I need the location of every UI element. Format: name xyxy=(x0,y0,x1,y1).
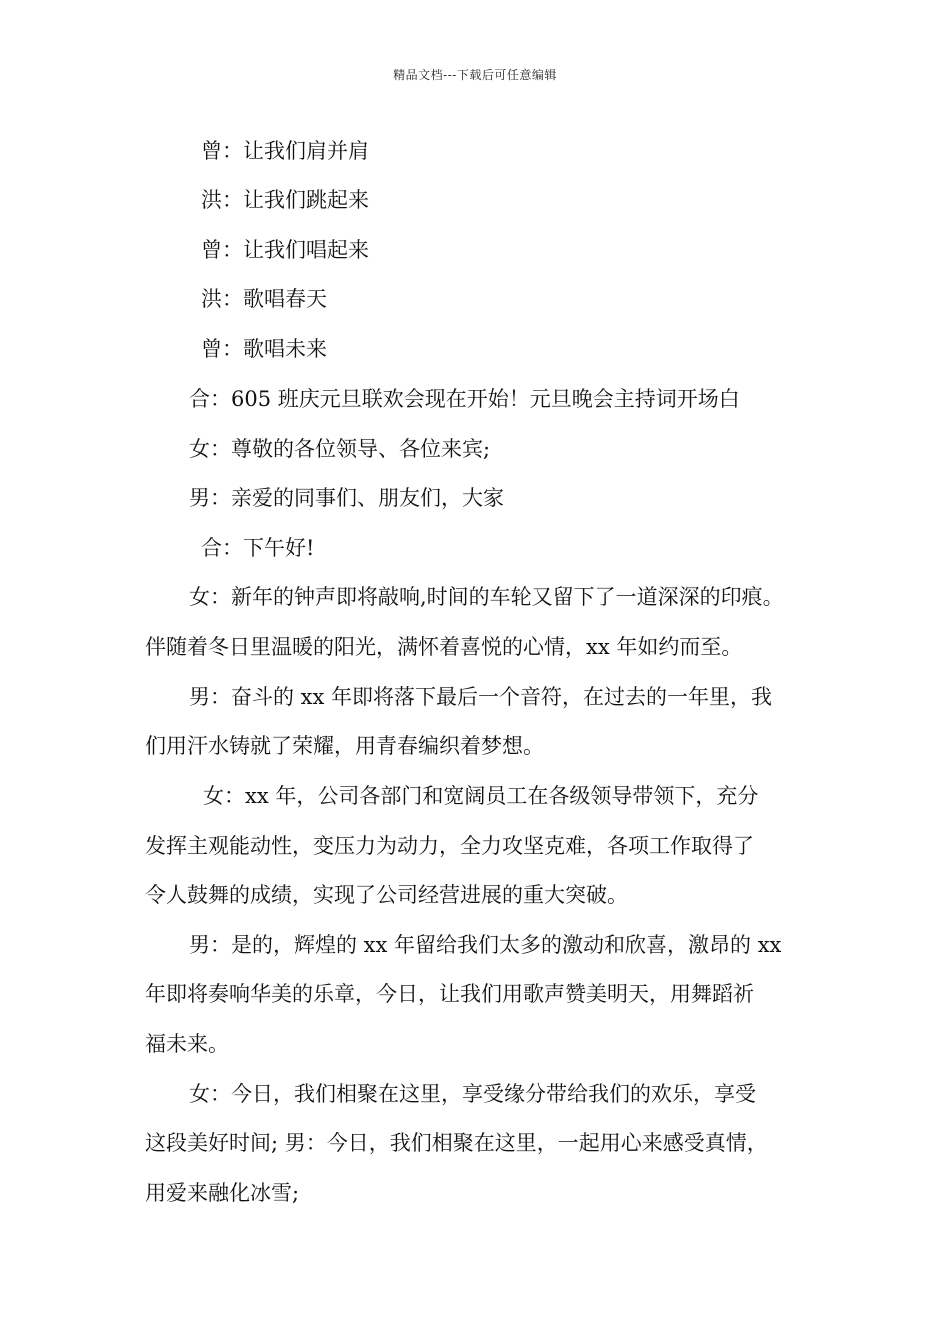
script-line: 合：605 班庆元旦联欢会现在开始！元旦晚会主持词开场白 xyxy=(189,387,740,411)
script-line: 女：尊敬的各位领导、各位来宾; xyxy=(189,437,491,461)
script-line: 男：奋斗的 xx 年即将落下最后一个音符，在过去的一年里，我 xyxy=(189,685,773,709)
script-line: 洪：让我们跳起来 xyxy=(201,188,369,212)
script-line: 福未来。 xyxy=(145,1032,229,1056)
script-line: 女：今日，我们相聚在这里，享受缘分带给我们的欢乐，享受 xyxy=(189,1082,756,1106)
page-header: 精品文档---下载后可任意编辑 xyxy=(393,68,557,82)
script-line: 年即将奏响华美的乐章，今日，让我们用歌声赞美明天，用舞蹈祈 xyxy=(145,982,754,1006)
script-line: 女：xx 年，公司各部门和宽阔员工在各级领导带领下，充分 xyxy=(203,784,759,808)
script-line: 男：是的，辉煌的 xx 年留给我们太多的激动和欣喜，激昂的 xx xyxy=(189,933,782,957)
script-line: 用爱来融化冰雪; xyxy=(145,1181,300,1205)
script-line: 女：新年的钟声即将敲响,时间的车轮又留下了一道深深的印痕。 xyxy=(189,585,784,609)
script-line: 洪：歌唱春天 xyxy=(201,287,327,311)
script-line: 曾：让我们唱起来 xyxy=(201,238,369,262)
script-line: 发挥主观能动性，变压力为动力，全力攻坚克难，各项工作取得了 xyxy=(145,834,754,858)
script-line: 合：下午好! xyxy=(201,536,315,560)
script-line: 这段美好时间; 男：今日，我们相聚在这里，一起用心来感受真情， xyxy=(145,1131,768,1155)
script-line: 令人鼓舞的成绩，实现了公司经营进展的重大突破。 xyxy=(145,883,628,907)
script-line: 男：亲爱的同事们、朋友们，大家 xyxy=(189,486,504,510)
script-line: 伴随着冬日里温暖的阳光，满怀着喜悦的心情，xx 年如约而至。 xyxy=(145,635,743,659)
script-line: 曾：歌唱未来 xyxy=(201,337,327,361)
script-line: 们用汗水铸就了荣耀，用青春编织着梦想。 xyxy=(145,734,544,758)
script-line: 曾：让我们肩并肩 xyxy=(201,139,369,163)
